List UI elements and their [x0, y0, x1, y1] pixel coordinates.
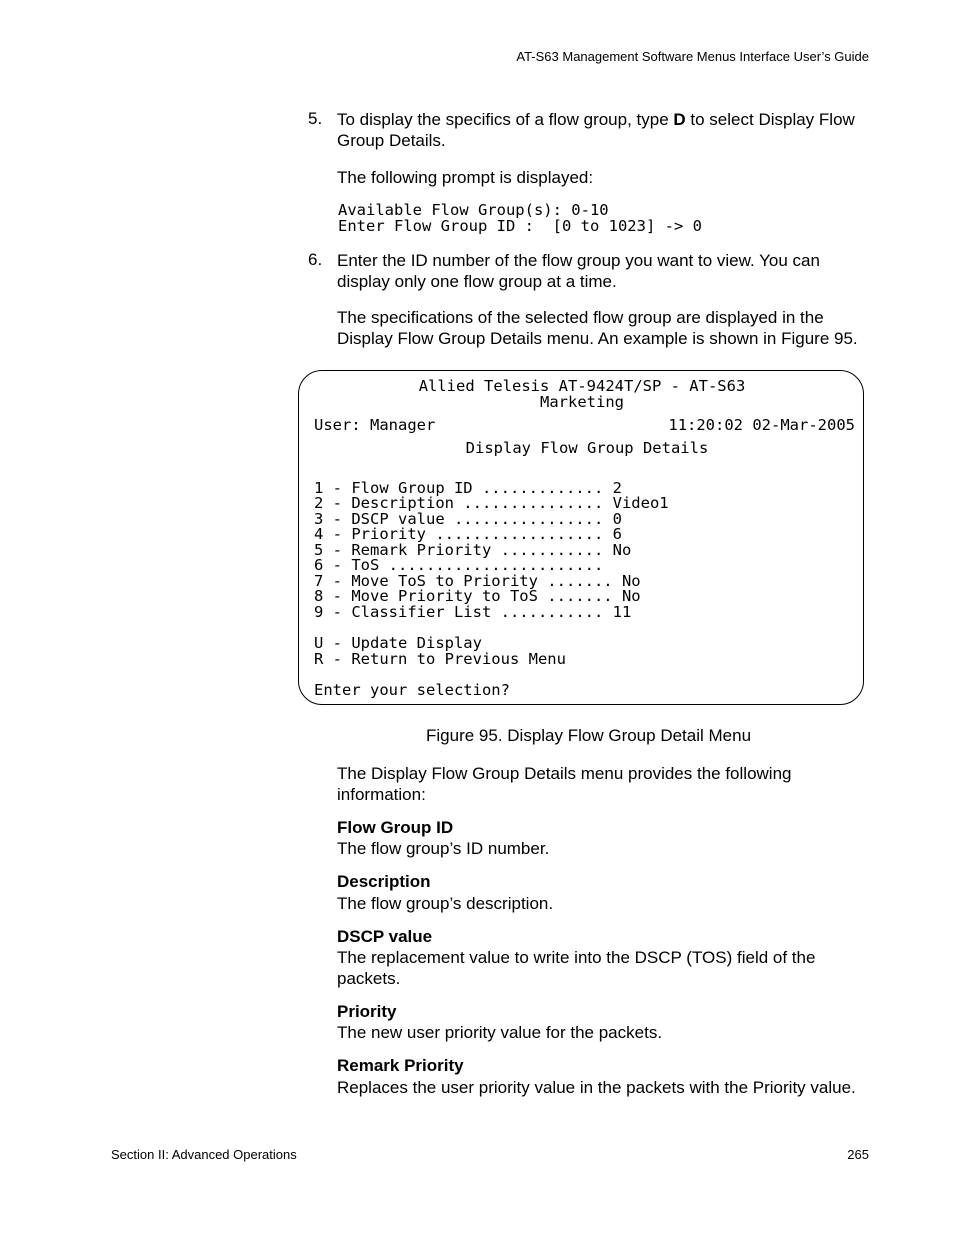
- step-subtext: [337, 307, 897, 349]
- menu-item[interactable]: 1 - Flow Group ID ............. 2: [314, 479, 622, 497]
- menu-item[interactable]: 8 - Move Priority to ToS ....... No: [314, 587, 641, 605]
- step-text: [337, 109, 877, 151]
- screen-menu-title: Display Flow Group Details: [465, 439, 709, 457]
- step-text-part: Enter the ID number of the flow group you want to view. You can: [337, 251, 820, 270]
- step-text: [337, 250, 877, 292]
- step-number: 5.: [308, 109, 323, 128]
- screen-user: User: Manager: [314, 416, 436, 434]
- step-number: 6.: [308, 250, 323, 269]
- prompt-line: Enter Flow Group ID : [0 to 1023] -> 0: [338, 217, 702, 235]
- footer-section: Section II: Advanced Operations: [111, 1147, 297, 1162]
- menu-item[interactable]: 6 - ToS .......................: [314, 556, 604, 574]
- menu-item[interactable]: 3 - DSCP value ................ 0: [314, 510, 622, 528]
- screen-title: Allied Telesis AT-9424T/SP - AT-S63: [418, 377, 746, 395]
- definition-desc-line: The replacement value to write into the DSCP (TOS) field of the: [337, 948, 816, 967]
- intro-text: information:: [337, 785, 426, 804]
- menu-item[interactable]: 9 - Classifier List ........... 11: [314, 603, 632, 621]
- prompt-line: Available Flow Group(s): 0-10: [338, 201, 609, 219]
- step-text-part: Display Flow Group Details menu. An example is shown in Figure 95.: [337, 329, 858, 348]
- step-text-part: Group Details.: [337, 131, 446, 150]
- definition-term: Flow Group ID: [337, 818, 454, 837]
- page-header: AT-S63 Management Software Menus Interface User’s Guide: [516, 49, 869, 64]
- page-number: 265: [847, 1147, 869, 1162]
- intro-paragraph: [337, 763, 877, 805]
- step-text-part: The specifications of the selected flow group are displayed in the: [337, 308, 824, 327]
- step-text-part: display only one flow group at a time.: [337, 272, 617, 291]
- selection-prompt[interactable]: Enter your selection?: [314, 681, 510, 699]
- menu-item[interactable]: 5 - Remark Priority ........... No: [314, 541, 632, 559]
- menu-action[interactable]: R - Return to Previous Menu: [314, 650, 566, 668]
- figure-caption: Figure 95. Display Flow Group Detail Menu: [426, 726, 752, 745]
- definition-desc: The flow group’s description.: [337, 894, 554, 913]
- step-key: D: [673, 110, 686, 129]
- definition-desc-line: packets.: [337, 969, 401, 988]
- intro-text: The Display Flow Group Details menu provides the following: [337, 764, 792, 783]
- menu-item[interactable]: 7 - Move ToS to Priority ....... No: [314, 572, 641, 590]
- definition-desc: [337, 947, 877, 989]
- step-text-part: To display the specifics of a flow group, type: [337, 110, 674, 129]
- menu-action[interactable]: U - Update Display: [314, 634, 482, 652]
- definition-term: Priority: [337, 1002, 397, 1021]
- definition-desc: The new user priority value for the packets.: [337, 1023, 663, 1042]
- menu-item[interactable]: 2 - Description ............... Video1: [314, 494, 669, 512]
- definition-desc: Replaces the user priority value in the packets with the Priority value.: [337, 1078, 856, 1097]
- terminal-screen: [298, 370, 864, 705]
- definition-desc: The flow group’s ID number.: [337, 839, 550, 858]
- menu-item[interactable]: 4 - Priority .................. 6: [314, 525, 622, 543]
- definition-term: DSCP value: [337, 927, 433, 946]
- definition-term: Description: [337, 872, 431, 891]
- screen-location: Marketing: [540, 393, 624, 411]
- step-subtext: The following prompt is displayed:: [337, 168, 594, 187]
- screen-datetime: 11:20:02 02-Mar-2005: [668, 416, 855, 434]
- definition-term: Remark Priority: [337, 1056, 464, 1075]
- step-text-part: to select Display Flow: [685, 110, 855, 129]
